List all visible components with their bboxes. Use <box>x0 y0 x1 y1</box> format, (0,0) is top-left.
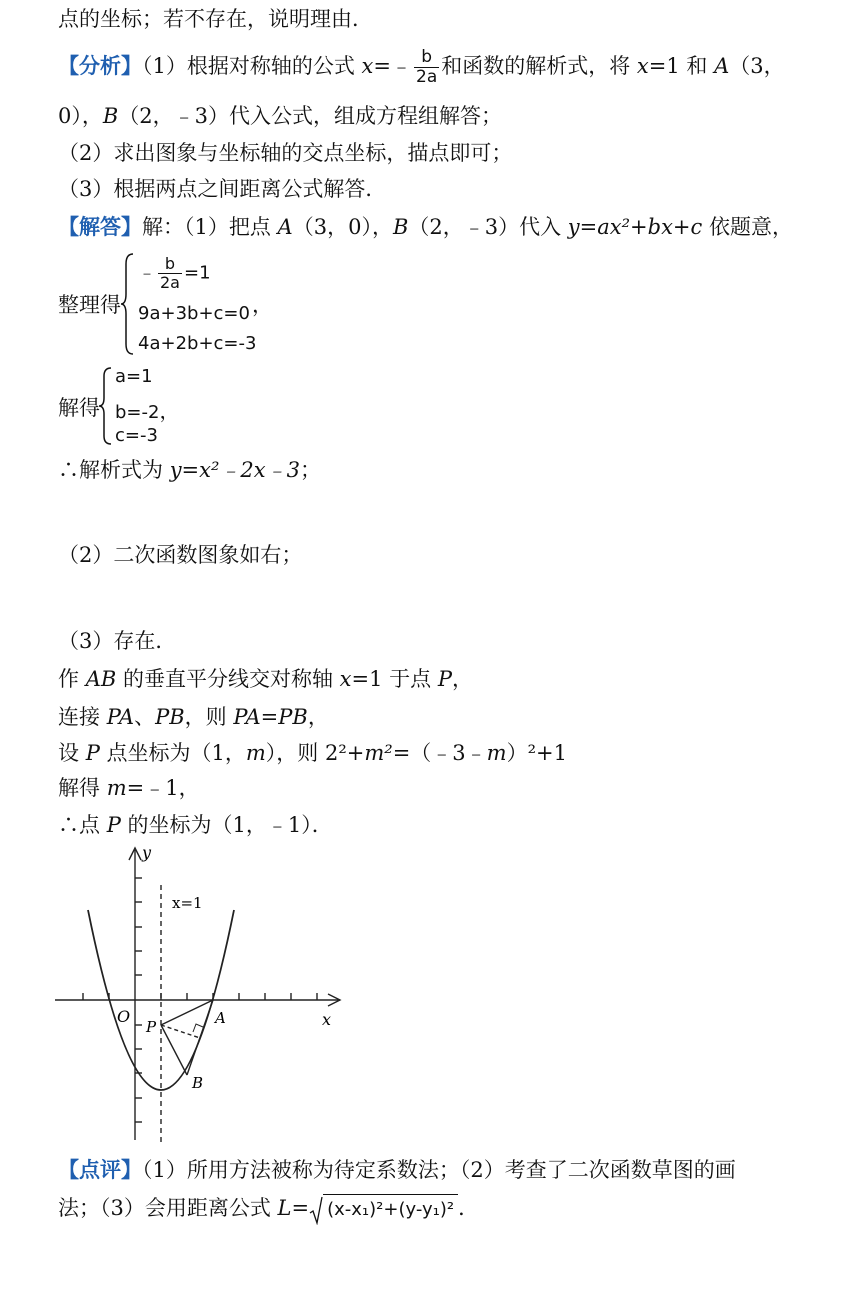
var: x <box>636 54 649 78</box>
parabola-graph <box>50 840 360 1150</box>
text: （2，﹣3）代入 <box>408 215 568 239</box>
answer-result: ∴解析式为 y=x²﹣2x﹣3； <box>58 458 321 482</box>
right-angle-mark-icon <box>193 1024 203 1032</box>
comma: ， <box>252 293 273 317</box>
system2-eq1: a=1 <box>115 366 153 387</box>
var: A <box>714 54 730 78</box>
point-P-label: P <box>146 1018 157 1036</box>
frac-num: b <box>414 48 439 68</box>
text: 解：（1）把点 <box>142 215 278 239</box>
analysis-line-2 <box>58 101 502 131</box>
answer-line-15: ∴点 P 的坐标为（1，﹣1）． <box>58 813 333 837</box>
left-brace-icon <box>120 252 136 356</box>
system1-eq1: ﹣ $\frac{b}{2a}$ =1 <box>138 254 211 292</box>
symmetry-axis-label: x=1 <box>172 894 203 912</box>
review-tag: 【点评】 <box>58 1157 142 1182</box>
answer-line-12: 连接 PA、PB，则 PA=PB， <box>58 705 329 729</box>
text: =1 和 <box>648 54 715 78</box>
text: =﹣ <box>373 54 412 78</box>
left-brace-icon <box>98 366 114 446</box>
var: A <box>277 215 293 239</box>
review-line-1: 【点评】（1）所用方法被称为待定系数法；（2）考查了二次函数草图的画 <box>58 1157 736 1182</box>
point-A-label: A <box>215 1009 226 1027</box>
system2-eq3: c=-3 <box>115 425 158 446</box>
system1-eq2: 9a+3b+c=0 <box>138 303 250 324</box>
fraction <box>414 48 439 87</box>
text: （1）根据对称轴的公式 <box>142 54 362 78</box>
sqrt-content: (x-x₁)²+(y-y₁)² <box>323 1194 458 1225</box>
text: 0）， <box>58 104 103 128</box>
var: x <box>361 54 374 78</box>
x-ticks <box>83 993 317 1000</box>
equation: y=ax²+bx+c <box>567 215 703 239</box>
text: 和函数的解析式，将 <box>441 54 637 78</box>
review-line-2: 法；（3）会用距离公式 L= (x-x₁)²+(y-y₁)² ． <box>58 1193 479 1225</box>
var: B <box>102 104 119 128</box>
system2-label: 解得 <box>58 396 100 420</box>
analysis-tag: 【分析】 <box>58 53 142 78</box>
system2-eq2: b=-2， <box>115 399 180 423</box>
text: （3， <box>729 54 785 78</box>
analysis-line-4: （3）根据两点之间距离公式解答． <box>58 177 387 201</box>
text: （3，0）， <box>292 215 393 239</box>
var: B <box>392 215 409 239</box>
answer-line-14: 解得 m=﹣1， <box>58 776 200 800</box>
answer-part3: （3）存在． <box>58 629 177 653</box>
answer-part2: （2）二次函数图象如右； <box>58 543 303 567</box>
analysis-line-1 <box>58 48 785 87</box>
system1-label: 整理得 <box>58 293 121 317</box>
origin-label: O <box>117 1007 131 1026</box>
analysis-line-3: （2）求出图象与坐标轴的交点坐标，描点即可； <box>58 141 513 165</box>
x-axis-label: x <box>322 1010 332 1029</box>
frac-den: 2a <box>416 67 438 87</box>
y-axis-label: y <box>142 843 152 862</box>
system1-eq3: 4a+2b+c=-3 <box>138 333 257 354</box>
answer-tag: 【解答】 <box>58 214 142 239</box>
sqrt-icon <box>309 1195 323 1225</box>
text: 依题意， <box>702 215 793 239</box>
point-B-label: B <box>192 1074 204 1092</box>
answer-line-13: 设 P 点坐标为（1，m），则 2²+m²=（﹣3﹣m）²+1 <box>58 741 567 765</box>
text: （2，﹣3）代入公式，组成方程组解答； <box>118 104 503 128</box>
text-line: 点的坐标；若不存在，说明理由． <box>58 7 373 31</box>
answer-line-1 <box>58 212 793 242</box>
answer-line-11: 作 AB 的垂直平分线交对称轴 x=1 于点 P， <box>58 667 473 691</box>
